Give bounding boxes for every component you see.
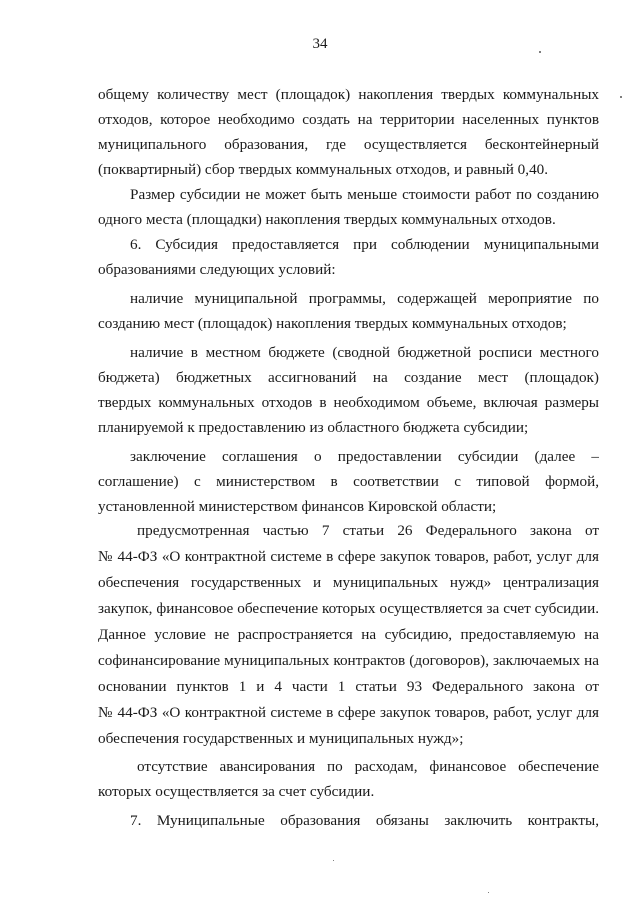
- text-line: софинансирование муниципальных контрактов (договоров), заключаемых на: [98, 652, 599, 669]
- text-line: 7. Муниципальные образования обязаны заключить контракты,: [130, 812, 599, 829]
- text-line: одного места (площадки) накопления твердых коммунальных отходов.: [98, 211, 556, 228]
- text-line: предусмотренная частью 7 статьи 26 Федерального закона от: [137, 522, 599, 539]
- text-line: Данное условие не распространяется на субсидию, предоставляемую на: [98, 626, 599, 643]
- text-line: отсутствие авансирования по расходам, финансовое обеспечение: [137, 758, 599, 775]
- text-line: закупок, финансовое обеспечение которых осуществляется за счет субсидии.: [98, 600, 599, 617]
- text-line: наличие в местном бюджете (сводной бюджетной росписи местного: [130, 344, 599, 361]
- text-line: соглашение) с министерством в соответствии с типовой формой,: [98, 473, 599, 490]
- text-line: (поквартирный) сбор твердых коммунальных отходов, и равный 0,40.: [98, 161, 549, 178]
- text-line: планируемой к предоставлению из областного бюджета субсидии;: [98, 419, 529, 436]
- text-line: бюджета) бюджетных ассигнований на создание мест (площадок): [98, 369, 599, 386]
- text-line: отходов, которое необходимо создать на территории населенных пунктов: [98, 111, 599, 128]
- page-number: 34: [312, 36, 328, 52]
- scan-speck: [333, 860, 334, 861]
- text-line: обеспечения государственных и муниципальных нужд»;: [98, 730, 464, 747]
- scan-speck: [620, 96, 622, 98]
- text-line: наличие муниципальной программы, содержащей мероприятие по: [130, 290, 599, 307]
- text-line: Размер субсидии не может быть меньше стоимости работ по созданию: [130, 186, 599, 203]
- text-line: созданию мест (площадок) накопления твердых коммунальных отходов;: [98, 315, 567, 332]
- text-line: № 44-ФЗ «О контрактной системе в сфере закупок товаров, работ, услуг для: [98, 704, 599, 721]
- text-line: № 44-ФЗ «О контрактной системе в сфере закупок товаров, работ, услуг для: [98, 548, 599, 565]
- text-line: муниципального образования, где осуществляется бесконтейнерный: [98, 136, 599, 153]
- text-line: основании пунктов 1 и 4 части 1 статьи 93 Федерального закона от: [98, 678, 599, 695]
- text-line: установленной министерством финансов Кировской области;: [98, 498, 497, 515]
- text-line: общему количеству мест (площадок) накопления твердых коммунальных: [98, 86, 599, 103]
- text-line: заключение соглашения о предоставлении субсидии (далее –: [130, 448, 599, 465]
- text-line: которых осуществляется за счет субсидии.: [98, 783, 375, 800]
- text-line: обеспечения государственных и муниципальных нужд» централизация: [98, 574, 599, 591]
- scan-speck: [539, 51, 541, 53]
- text-line: 6. Субсидия предоставляется при соблюдении муниципальными: [130, 236, 599, 253]
- scan-speck: [488, 892, 489, 893]
- text-line: твердых коммунальных отходов в необходимом объеме, включая размеры: [98, 394, 599, 411]
- text-line: образованиями следующих условий:: [98, 261, 336, 278]
